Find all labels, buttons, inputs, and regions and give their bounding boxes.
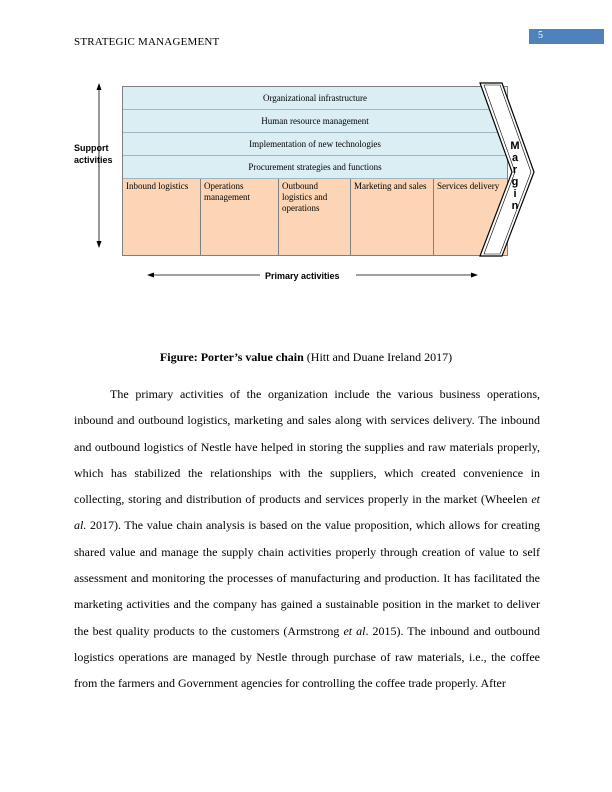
body-paragraph bbox=[74, 381, 540, 697]
margin-chevron bbox=[70, 80, 550, 290]
margin-letter: M bbox=[510, 140, 520, 152]
body-text-segment: 2017). The value chain analysis is based on the value proposition, which allows for creating shared value and manage the supply chain activities properly through creation of value to self assessment and monitoring the processes of manufacturing and production. It has facilitated the marketing activities and the company has gained a sustainable position in the market to deliver the best quality products to the customers (Armstrong bbox=[74, 518, 540, 638]
margin-letter: r bbox=[512, 164, 518, 176]
support-row: Human resource management bbox=[123, 110, 507, 133]
margin-letter: g bbox=[511, 176, 519, 188]
running-header: STRATEGIC MANAGEMENT bbox=[74, 36, 220, 48]
support-row: Implementation of new technologies bbox=[123, 133, 507, 156]
citation-italic: et al. bbox=[74, 492, 540, 533]
body-text-segment: The primary activities of the organization include the various business operations, inbound and outbound logistics, marketing and sales along with services delivery. The inbound and outbound logistics of Nestle have helped in storing the supplies and raw materials properly, which has stabilized the relationships with the suppliers, which created convenience in collecting, storing and distribution of products and services properly in the market (Wheelen bbox=[74, 387, 540, 507]
support-label-line-2: activities bbox=[74, 155, 113, 165]
margin-letter: i bbox=[513, 188, 517, 200]
margin-chevron-shape bbox=[480, 83, 534, 256]
figure-caption bbox=[0, 350, 612, 365]
primary-cell: Outbound logistics and operations bbox=[279, 179, 351, 256]
support-row: Organizational infrastructure bbox=[123, 87, 507, 110]
margin-letter: a bbox=[511, 152, 519, 164]
caption-source: (Hitt and Duane Ireland 2017) bbox=[303, 350, 453, 364]
margin-letter: n bbox=[511, 200, 519, 212]
primary-cell: Inbound logistics bbox=[123, 179, 201, 256]
margin-label bbox=[508, 140, 522, 212]
primary-cell: Marketing and sales bbox=[351, 179, 434, 256]
citation-italic: et al bbox=[343, 623, 366, 638]
page-number-badge bbox=[529, 29, 604, 44]
support-row: Procurement strategies and functions bbox=[123, 156, 507, 179]
primary-activities-label: Primary activities bbox=[265, 271, 340, 281]
value-chain-figure bbox=[70, 80, 550, 290]
support-label-line-1: Support bbox=[74, 143, 109, 153]
body-text-segment: . 2015). The inbound and outbound logistics operations are managed by Nestle through purchase of raw materials, i.e., the coffee from the farmers and Government agencies for controlling the coffee trade properly. After bbox=[74, 623, 540, 691]
primary-cell: Services delivery bbox=[437, 181, 500, 191]
page-number: 5 bbox=[538, 30, 543, 41]
primary-cell: Operations management bbox=[201, 179, 279, 256]
caption-title: Figure: Porter’s value chain bbox=[159, 350, 304, 364]
